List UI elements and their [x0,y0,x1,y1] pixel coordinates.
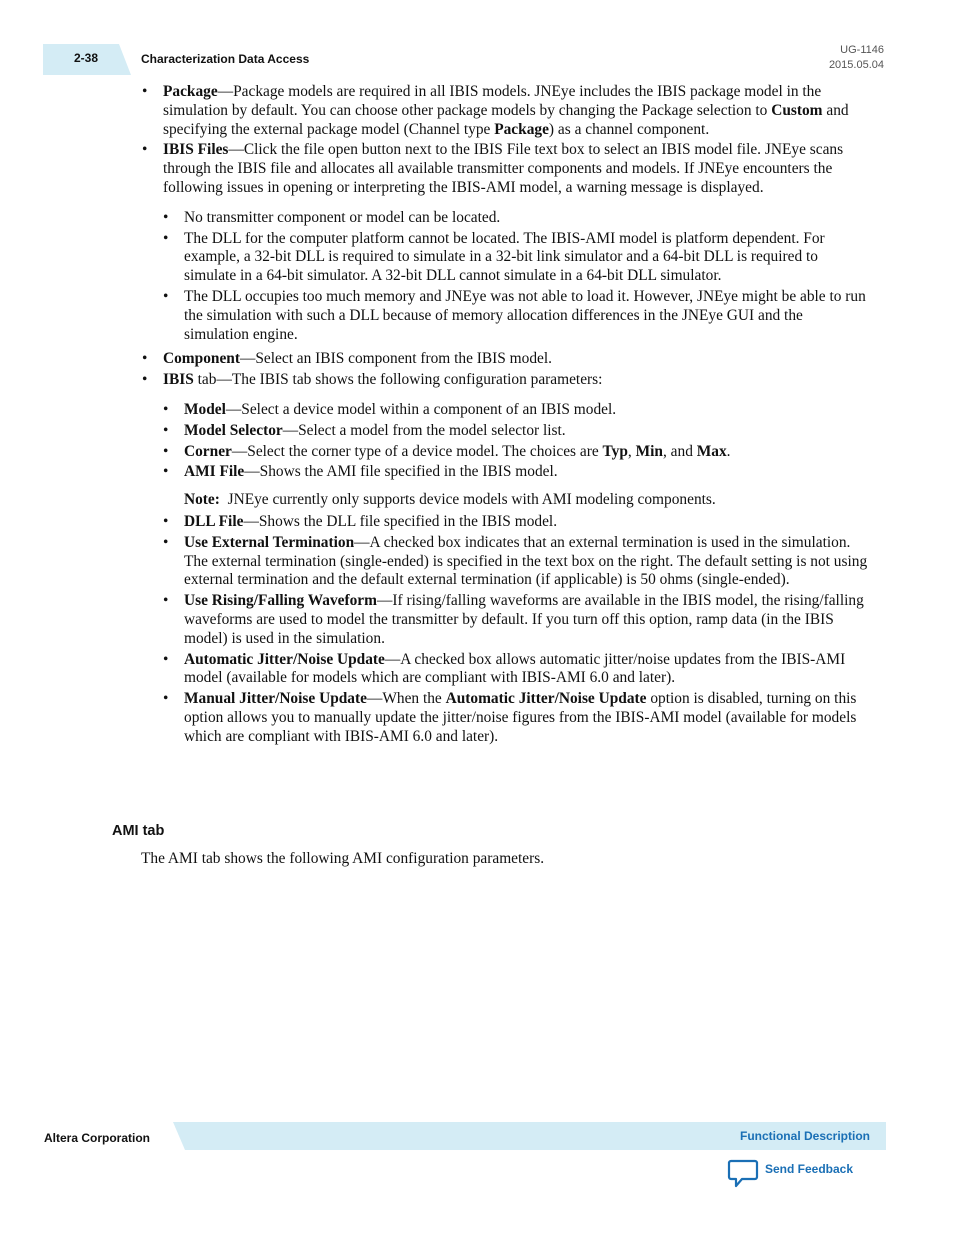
list-item-auto-jitter [184,651,868,689]
list-item-external-termination [184,534,868,590]
list-item-rising-falling [184,592,868,648]
list-item-model [184,401,868,420]
note-text: JNEye currently only supports device models with AMI modeling components. [219,491,716,509]
term-ibis: IBIS [163,371,194,389]
list-item-ami-file [184,463,868,510]
term-auto-jitter-ref: Automatic Jitter/Noise Update [445,690,647,708]
desc-text: —Select the corner type of a device model. The choices are [231,442,603,460]
desc-text: tab—The IBIS tab shows the following configuration parameters: [193,371,603,389]
running-section-title: Characterization Data Access [141,52,310,66]
desc-text: —Select an IBIS component from the IBIS model. [239,350,552,368]
desc-text: . [726,442,731,460]
term-model: Model [184,400,226,418]
term-external-termination: Use External Termination [184,533,355,551]
list-item-package [163,83,868,139]
term-manual-jitter: Manual Jitter/Noise Update [184,690,367,708]
doc-date: 2015.05.04 [828,59,884,71]
term-package: Package [163,83,218,100]
note [184,491,868,510]
term-custom: Custom [771,101,823,119]
term-ibis-files: IBIS Files [163,141,229,159]
desc-text: —Select a model from the model selector list. [282,421,566,439]
document-info [829,43,884,73]
desc-text: , [627,442,636,460]
list-item-ibis-files [163,141,868,344]
term-model-selector: Model Selector [184,421,283,439]
desc-text: option is disabled, turning on this option allows you to manually update the jitter/noise figures from the IBIS-AMI model (available for models which are compliant with IBIS-AMI 6.0 and later). [184,690,857,745]
note-label: Note: [184,491,220,509]
term-package-type: Package [494,120,549,138]
term-dll-file: DLL File [184,512,244,530]
desc-text: —Click the file open button next to the IBIS File text box to select an IBIS model file. JNEye scans through the IBIS file and allocates all available transmitter components and models. If JNEye encounters the following issues in opening or interpreting the IBIS-AMI model, a warning message is displayed. [163,141,844,196]
desc-text: ) as a channel component. [548,120,710,138]
section-heading-ami-tab: AMI tab [112,823,165,839]
list-item: • No transmitter component or model can be located. [184,209,868,228]
term-auto-jitter: Automatic Jitter/Noise Update [184,650,385,668]
list-item-model-selector [184,422,868,441]
list-item: • The DLL occupies too much memory and JNEye was not able to load it. However, JNEye might be able to run the simulation with such a DLL because of memory allocation differences in the JNEye GUI and the simulation engine. [184,288,868,344]
list-item: • The DLL for the computer platform cannot be located. The IBIS-AMI model is platform dependent. For example, a 32-bit DLL is required to simulate in a 32-bit link simulator and a 64-bit DLL is required to simulate in a 64-bit simulator. A 32-bit DLL cannot simulate in a 64-bit DLL simulator. [184,230,868,286]
footer-company: Altera Corporation [44,1131,151,1145]
desc-text: —A checked box indicates that an external termination is used in the simulation. The external termination (single-ended) is specified in the text box on the right. The default setting is not using external termination and the default external termination (if applicable) is 50 ohms (single-ended). [184,533,868,589]
list-item-dll-file [184,513,868,532]
footer-chapter-link[interactable]: Functional Description [739,1129,870,1143]
term-ami-file: AMI File [184,463,245,481]
feedback-speech-bubble-icon[interactable] [727,1158,759,1188]
list-item-manual-jitter [184,690,868,746]
term-max: Max [696,442,727,460]
term-corner: Corner [184,442,232,460]
warning-list [184,209,868,345]
section-body-ami-tab: The AMI tab shows the following AMI configuration parameters. [141,850,545,867]
desc-text: and specifying the external package model (Channel type [163,101,849,138]
term-rising-falling: Use Rising/Falling Waveform [184,592,377,610]
desc-text: , and [662,442,697,460]
desc-text: —Select a device model within a component of an IBIS model. [225,400,617,418]
list-item-corner [184,443,868,462]
ibis-tab-parameter-list [184,401,868,747]
list-item-component [163,350,868,369]
list-item-ibis-tab [163,371,868,746]
page-number: 2-38 [74,51,99,65]
term-component: Component [163,350,240,368]
doc-id: UG-1146 [840,44,884,56]
desc-text: —Package models are required in all IBIS models. JNEye includes the IBIS package model in the simulation by default. You can choose other package models by changing the Package selection to [163,83,822,119]
term-min: Min [635,442,663,460]
parameter-list [163,83,868,753]
desc-text: —A checked box allows automatic jitter/noise updates from the IBIS-AMI model (available for models which are compliant with IBIS-AMI 6.0 and later). [184,650,846,687]
desc-text: —When the [366,690,446,708]
desc-text: —Shows the AMI file specified in the IBIS model. [244,463,558,481]
desc-text: —Shows the DLL file specified in the IBIS model. [243,512,558,530]
term-typ: Typ [602,442,628,460]
send-feedback-link[interactable]: Send Feedback [765,1162,854,1176]
desc-text: —If rising/falling waveforms are available in the IBIS model, the rising/falling waveforms are used to model the transmitter by default. If you turn off this option, ramp data (in the IBIS model) is used in the simulation. [184,592,864,647]
